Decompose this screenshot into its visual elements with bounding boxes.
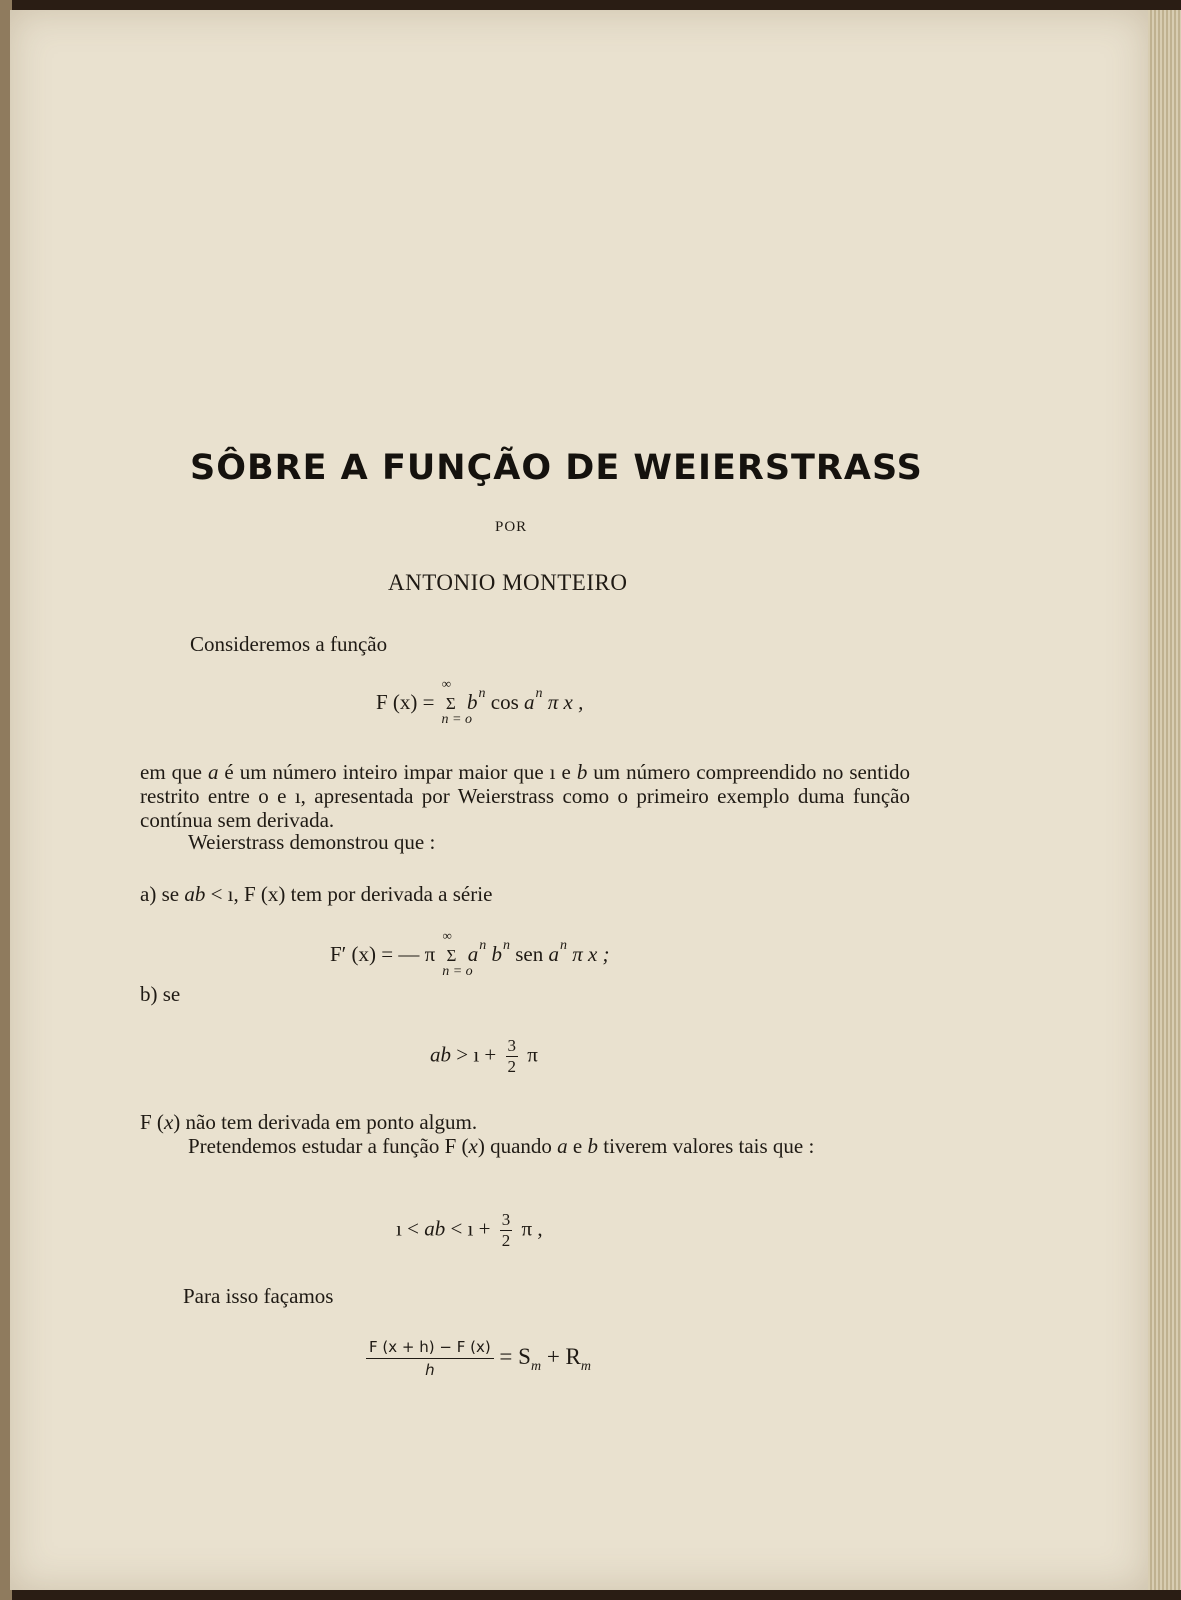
- eq2-b-exp: n: [502, 938, 510, 953]
- p3-x: x: [163, 1110, 174, 1134]
- equation-5: [366, 1338, 591, 1379]
- page-edges: [1148, 10, 1181, 1590]
- p4-va: a: [557, 1134, 568, 1158]
- byline-por: POR: [495, 519, 528, 535]
- p3-pre: F (: [140, 1110, 164, 1134]
- case-a-ab: ab: [184, 882, 206, 906]
- article-title: SÔBRE A FUNÇÃO DE WEIERSTRASS: [190, 448, 923, 488]
- p4-a: Pretendemos estudar a função F (: [188, 1134, 469, 1158]
- case-a-pre: a) se: [140, 882, 185, 906]
- sigma-icon: Σ: [446, 946, 457, 965]
- eq3-tail: π: [522, 1042, 538, 1067]
- p1-text-b: é um número inteiro impar maior que ı e: [218, 760, 577, 784]
- eq2-sum: [440, 928, 473, 979]
- eq5-sub2: m: [580, 1358, 591, 1374]
- eq2-upper: ∞: [442, 928, 452, 943]
- eq2-a2-exp: n: [559, 938, 567, 953]
- p3-post: ) não tem derivada em ponto algum.: [173, 1110, 478, 1134]
- eq3-fraction: [506, 1036, 519, 1077]
- paragraph-4: [140, 1134, 910, 1158]
- eq4-ab: ab: [424, 1216, 446, 1241]
- eq5-den: h: [366, 1358, 494, 1379]
- eq1-cos: cos: [490, 690, 525, 714]
- p1-text-a: em que: [140, 760, 208, 784]
- eq1-a: a: [524, 690, 535, 714]
- eq2-b: b: [491, 942, 502, 966]
- eq1-a-exp: n: [535, 686, 543, 701]
- eq4-num: 3: [501, 1210, 511, 1229]
- eq3-mid: > ı +: [451, 1042, 502, 1067]
- eq3-den: 2: [507, 1057, 517, 1076]
- eq1-sum: [440, 676, 472, 727]
- equation-1: [376, 676, 584, 727]
- eq5-eq: = S: [493, 1343, 531, 1369]
- eq4-den: 2: [501, 1231, 511, 1250]
- eq5-plus: + R: [541, 1343, 581, 1369]
- equation-4: [396, 1210, 543, 1251]
- case-a-post: < ı, F (x) tem por derivada a série: [205, 882, 493, 906]
- p4-c: e: [567, 1134, 588, 1158]
- paragraph-2: Weierstrass demonstrou que :: [188, 830, 436, 854]
- p1-var-b: b: [576, 760, 588, 784]
- p1-var-a: a: [207, 760, 219, 784]
- intro-line: Consideremos a função: [190, 632, 388, 656]
- eq1-lower: n = o: [441, 712, 472, 727]
- eq1-lhs: F (x) =: [376, 690, 440, 714]
- eq4-tail: π ,: [516, 1216, 543, 1241]
- eq4-lhs: ı <: [396, 1216, 425, 1241]
- eq5-num: F (x + h) − F (x): [369, 1338, 491, 1356]
- equation-2: [330, 928, 610, 979]
- eq3-ab: ab: [430, 1042, 451, 1067]
- eq2-a-exp: n: [479, 938, 487, 953]
- eq2-a: a: [467, 942, 479, 966]
- eq5-sub1: m: [530, 1358, 542, 1374]
- p1-text-c: um número compreendido no sentido restrito entre o e ı, apresentada por Weierstrass como o primeiro exemplo duma função contínua sem derivada.: [140, 760, 910, 832]
- p4-vb: b: [587, 1134, 598, 1158]
- eq3-num: 3: [507, 1036, 517, 1055]
- eq1-b: b: [467, 690, 478, 714]
- sigma-icon: Σ: [445, 694, 456, 713]
- eq1-tail: π x ,: [547, 690, 584, 714]
- eq2-tail: π x ;: [572, 942, 610, 966]
- eq4-fraction: [500, 1210, 513, 1251]
- p4-b: ) quando: [477, 1134, 558, 1158]
- eq4-mid: < ı +: [445, 1216, 496, 1241]
- eq1-upper: ∞: [441, 676, 452, 691]
- eq2-lhs: F′ (x) = — π: [330, 942, 441, 966]
- case-a: [140, 882, 492, 907]
- p4-d: tiverem valores tais que :: [597, 1134, 815, 1158]
- paragraph-5: Para isso façamos: [183, 1284, 334, 1308]
- eq2-a2: a: [548, 942, 559, 966]
- paragraph-3: [140, 1110, 910, 1134]
- eq2-lower: n = o: [442, 964, 473, 979]
- p4-x: x: [468, 1134, 478, 1158]
- author-name: ANTONIO MONTEIRO: [388, 570, 628, 595]
- eq5-fraction: [366, 1338, 494, 1379]
- eq1-b-exp: n: [478, 686, 486, 701]
- case-b: b) se: [140, 982, 181, 1006]
- paragraph-1: [140, 760, 910, 832]
- eq2-sen: sen: [515, 942, 549, 966]
- equation-3: [430, 1036, 538, 1077]
